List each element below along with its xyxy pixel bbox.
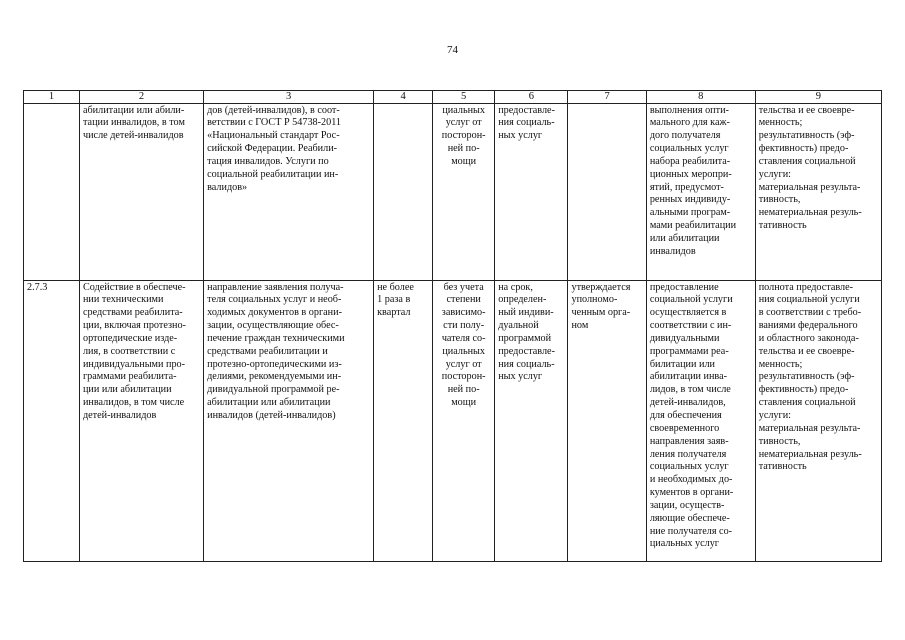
duration-cell: без учета степени зависимо- сти полу- чателя со- циальных услуг от посторон- ней по- мощи	[433, 280, 495, 561]
item-number-cell: 2.7.3	[24, 280, 80, 561]
column-number-header: 7	[568, 91, 646, 104]
conditions-cell: предоставление социальной услуги осуществляется в соответствии с ин- дивидуальными программами реа- билитации или абилитации инва- лидов, в том числе детей-инвалидов, для обеспечения своевременного направления заяв- ления получателя социальных услуг и необходимых до- кументов в органи- зации, осуществ- ляющие обеспече- ние получателя со- циальных услуг	[646, 280, 755, 561]
column-number-header: 3	[204, 91, 374, 104]
tariff-cell	[568, 103, 646, 280]
service-description-cell: дов (детей-инвалидов), в соот- ветствии с ГОСТ Р 54738-2011 «Национальный стандарт Рос- сийской Федерации. Реабили- тация инвалидов. Услуги по социальной реабилитации ин- валидов»	[204, 103, 374, 280]
column-number-header: 2	[79, 91, 203, 104]
table-row	[24, 103, 882, 280]
column-number-header: 6	[495, 91, 568, 104]
duration-cell: циальных услуг от посторон- ней по- мощи	[433, 103, 495, 280]
column-number-header: 1	[24, 91, 80, 104]
page-number: 74	[447, 44, 458, 56]
term-cell: на срок, определен- ный индиви- дуальной программой предоставле- ния социаль- ных услуг	[495, 280, 568, 561]
column-number-header: 8	[646, 91, 755, 104]
frequency-cell: не более 1 раза в квартал	[374, 280, 433, 561]
conditions-cell: выполнения опти- мального для каж- дого получателя социальных услуг набора реабилита- ционных меропри- ятий, предусмот- ренных индивиду- альными програм- мами реабилитации или абилитации инвалидов	[646, 103, 755, 280]
table-row	[24, 280, 882, 561]
item-number-cell	[24, 103, 80, 280]
service-description-cell: направление заявления получа- теля социальных услуг и необ- ходимых документов в органи- зации, осуществляющие обес- печение граждан техническими средствами реабилитации и протезно-ортопедическими из- делиями, рекомендуемыми ин- дивидуальной программой ре- абилитации или абилитации инвалидов (детей-инвалидов)	[204, 280, 374, 561]
quality-indicators-cell: тельства и ее своевре- менность; результативность (эф- фективность) предо- ставления социальной услуги: материальная результа- тивность, нематериальная резуль- тативность	[755, 103, 881, 280]
term-cell: предоставле- ния социаль- ных услуг	[495, 103, 568, 280]
frequency-cell	[374, 103, 433, 280]
column-number-header: 9	[755, 91, 881, 104]
services-table	[23, 90, 882, 562]
header-row	[24, 91, 882, 104]
service-name-cell: абилитации или абили- тации инвалидов, в том числе детей-инвалидов	[79, 103, 203, 280]
column-number-header: 4	[374, 91, 433, 104]
quality-indicators-cell: полнота предоставле- ния социальной услуги в соответствии с требо- ваниями федерального и областного законода- тельства и ее своевре- менность; результативность (эф- фективность) предо- ставления социальной услуги: материальная результа- тивность, нематериальная резуль- тативность	[755, 280, 881, 561]
tariff-cell: утверждается уполномо- ченным орга- ном	[568, 280, 646, 561]
service-name-cell: Содействие в обеспече- нии техническими средствами реабилита- ции, включая протезно- ортопедические изде- лия, в соответствии с индивидуальными про- граммами реабилита- ции или абилитации инвалидов, в том числе детей-инвалидов	[79, 280, 203, 561]
column-number-header: 5	[433, 91, 495, 104]
